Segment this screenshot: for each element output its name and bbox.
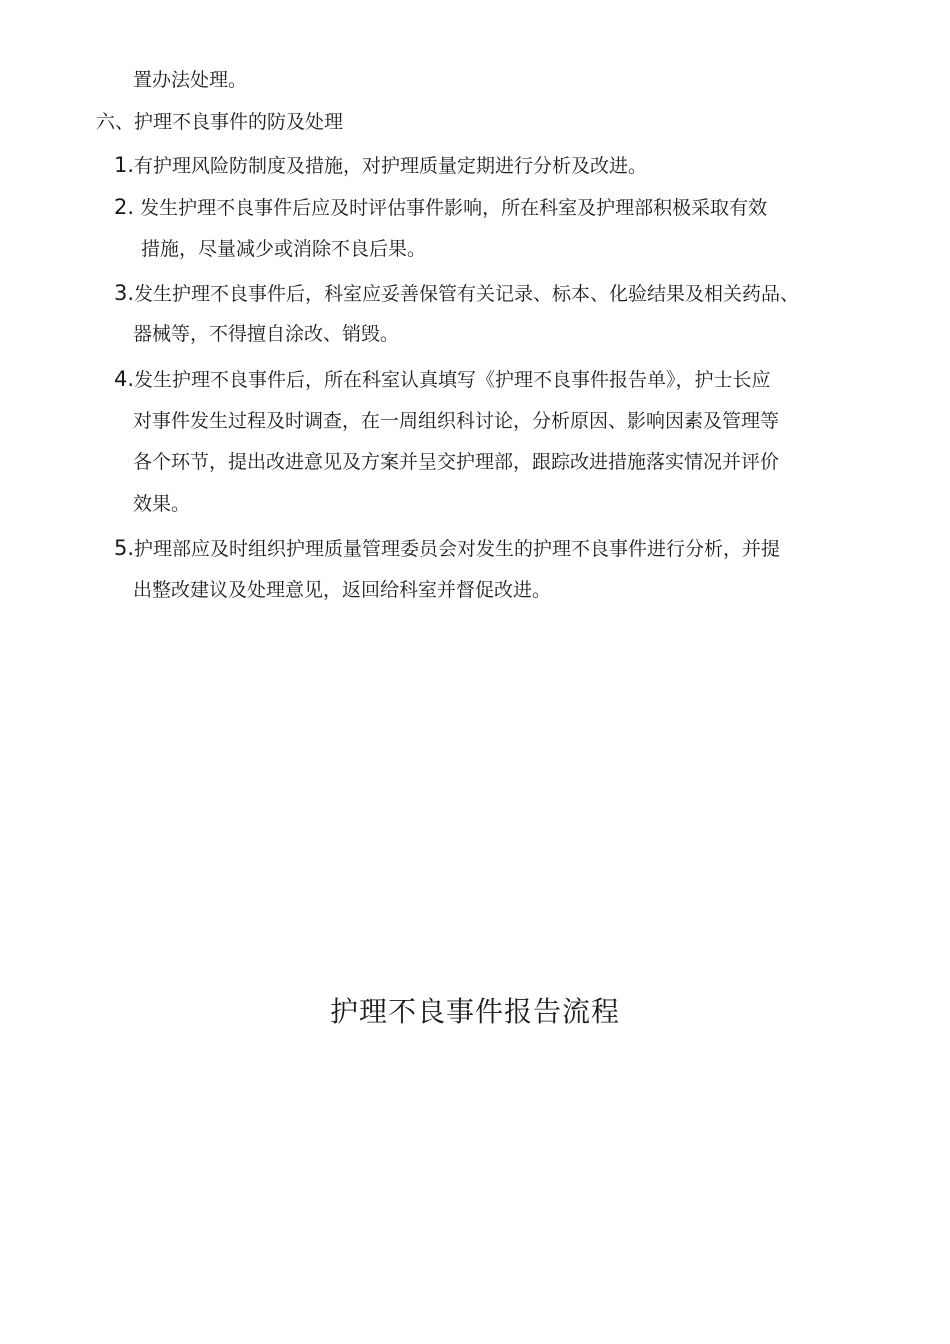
flow-title: 护理不良事件报告流程 (329, 995, 620, 1028)
list-item-4 (114, 367, 771, 392)
list-item-5-continued: 出整改建议及处理意见，返回给科室并督促改进。 (133, 579, 552, 601)
list-item-4-continued: 对事件发生过程及时调查，在一周组织科讨论，分析原因、影响因素及管理等 (133, 410, 780, 432)
item-number: 1. (114, 153, 135, 177)
item-number: 5. (114, 536, 135, 560)
item-text: 发生护理不良事件后应及时评估事件影响，所在科室及护理部积极采取有效 (134, 197, 768, 219)
list-item-1 (114, 153, 647, 178)
list-item-4-continued: 各个环节，提出改进意见及方案并呈交护理部，跟踪改进措施落实情况并评价 (133, 451, 780, 473)
item-text: 护理部应及时组织护理质量管理委员会对发生的护理不良事件进行分析，并提 (134, 538, 781, 560)
list-item-2 (114, 195, 767, 220)
list-item-5 (114, 536, 780, 561)
item-number: 2. (114, 195, 135, 219)
item-text: 发生护理不良事件后，所在科室认真填写《护理不良事件报告单》，护士长应 (134, 369, 771, 391)
continuation-text: 置办法处理。 (133, 69, 248, 91)
list-item-2-continued: 措施，尽量减少或消除不良后果。 (141, 238, 427, 260)
section-heading: 六、护理不良事件的防及处理 (96, 111, 344, 133)
item-text: 有护理风险防制度及措施，对护理质量定期进行分析及改进。 (134, 155, 648, 177)
item-text: 发生护理不良事件后，科室应妥善保管有关记录、标本、化验结果及相关药品、 (134, 283, 800, 305)
list-item-3-continued: 器械等，不得擅自涂改、销毁。 (133, 323, 400, 345)
item-number: 3. (114, 281, 135, 305)
item-number: 4. (114, 367, 135, 391)
list-item-4-continued: 效果。 (133, 493, 191, 515)
list-item-3 (114, 281, 799, 306)
